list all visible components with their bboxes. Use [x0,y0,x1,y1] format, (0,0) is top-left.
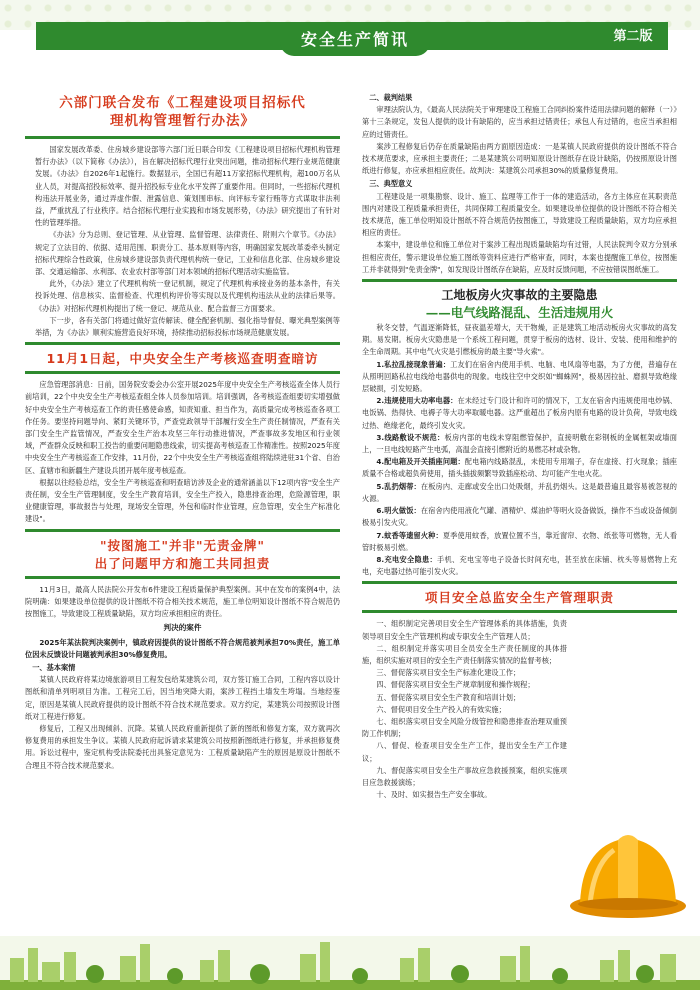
paragraph: 秋冬交替，气温逐渐降低，昼夜温差增大，天干物燥，正是建筑工地活动板房火灾事故的高发期。易发期。板房火灾隐患是一个系统工程问题，贯穿于板房的选材、设计、安装、使用和维护的全生命周期。其中电气火灾是引燃板房的最主要"导火索"。 [362,323,677,357]
right-column [362,60,677,801]
paragraph: 根据以往经验总结，安全生产考核巡查和明查暗访涉及企业的通常涵盖以下12项内容"安全生产责任制，安全生产管理制度，安全生产教育培训，安全生产投入，隐患排查治理，危险源管理，职业健康管理，事故报告与处理，现场安全管理，外包和临时作业管理，应急管理，安全生产标准化建设"。 [25,477,340,524]
list-item [362,359,677,396]
list-item [362,481,677,505]
paragraph: 修复后，工程又出现倾斜、沉降。某镇人民政府重新提供了新的图纸和修复方案，双方就再次修复费用的承担发生争议。某镇人民政府起诉请求某建筑公司按照新图纸进行修复，并承担修复费用。诉讼过程中，鉴定机构受法院委托出具鉴定意见为：工程质量缺陷产生的原因是原设计图纸不合理且不符合技术规范要求。 [25,723,340,770]
fire-title-line1: 工地板房火灾事故的主要隐患 [441,288,598,303]
footer-skyline [0,936,700,990]
article1-title-line1: 六部门联合发布《工程建设项目招标代 [59,95,306,111]
article3-title-line2: 出了问题甲方和施工共同担责 [94,555,271,571]
paragraph: 某镇人民政府将某边境旅游项目工程发包给某建筑公司，双方签订施工合同，工程内容以设计图纸和清单列明项目为准。工程完工后，因当地突降大雨，案涉工程挡土墙发生垮塌。当地经鉴定，原因是某镇人民政府提供的设计图纸不符合技术规范要求。双方约定，某建筑公司按照设计图纸对工程进行修复。 [25,675,340,721]
divider [25,371,340,374]
paragraph: 审理法院认为，《最高人民法院关于审理建设工程施工合同纠纷案件适用法律问题的解释（一）》第十三条规定，发包人提供的设计有缺陷的，应当承担过错责任；承包人有过错的，也应当承担相应的过错责任。 [362,105,677,139]
hazard-label: 7.蚊香等遗留火种： [376,530,443,540]
duty-title: 项目安全总监安全生产管理职责 [424,590,614,606]
duty-list [362,618,677,801]
list-item [362,456,677,480]
article3-body [25,584,340,772]
hazard-text: 在宿舍内使用液化气罐、酒精炉、煤油炉等明火设备做饭，操作不当或设备倾倒极易引发火灾。 [362,506,677,528]
hazard-list [362,359,677,579]
divider [362,581,677,584]
list-item: 七、组织落实项目安全风险分级管控和隐患排查治理双重预防工作机制； [362,716,567,739]
list-item: 五、督促落实项目安全生产教育和培训计划； [376,692,521,702]
paragraph: 应急管理部消息：日前，国务院安委会办公室开展2025年度中央安全生产考核巡查全体人员行前培训，22个中央安全生产考核巡查组全体人员参加培训。培训强调，各考核巡查组要切实增强做好中央安全生产考核巡查工作的责任感使命感，知责知重、担当作为，高质量完成考核巡查各项工作任务。要坚持问题导向、紧盯关键环节，严查党政领导干部履行安全生产责任制情况，严查有关部门安全生产监管情况，严查安全生产治本攻坚三年行动推进情况，严查事故多发地区和行业领域，严查群众反映和职工投告的重要问题隐患线索，切实提高考核巡查工作精准性。按照2025年度中央安全生产考核巡查工作安排，11月份，22个中央安全生产考核巡查组将陆续进驻31个省、自治区、直辖市和新疆生产建设兵团开展年度考核巡查。 [25,380,340,475]
divider [25,529,340,532]
paragraph: 本案中，建设单位和施工单位对于案涉工程出现质量缺陷均有过错，人民法院判令双方分别承担相应责任，警示建设单位施工图纸等资料应进行严格审查，同时，本案也提醒施工单位，按图施工并非就得到"免责金牌"，如发现设计图纸存在缺陷，应及时反馈问题，不应按错误图纸施工。 [362,240,677,274]
hazard-text: 板房内部的电线未穿阻燃管保护，直接明敷在彩钢板的金属框架或墙面上，一旦电线短路产生电弧，高温会直接引燃附近的易燃芯材或杂物。 [362,432,677,455]
hazard-label: 2.违规使用大功率电器： [376,396,458,406]
article2-body [25,379,340,525]
list-item: 二、组织制定并落实项目全员安全生产责任制度的具体措施，组织实施对项目的安全生产责任制落实情况的监督考核； [362,643,567,665]
divider [25,136,340,139]
left-column [25,60,340,772]
list-item [362,395,677,432]
hazard-text: 在板房内、走廊或安全出口处吸烟，并乱扔烟头。这是最普遍且最容易被忽视的火源。 [362,481,677,503]
hazard-text: 手机、充电宝等电子设备长时间充电，甚至放在床铺、枕头等易燃物上充电，充电器过热可能引发火灾。 [362,554,677,577]
paragraph: 案涉工程修复后仍存在质量缺陷由两方面原因造成：一是某镇人民政府提供的设计图纸不符合技术规范要求，应承担主要责任；二是某建筑公司明知原设计图纸存在设计缺陷，仍按照原设计图纸进行修复，亦应承担相应责任。故判决：某建筑公司承担30%的质量修复费用。 [362,141,677,176]
article3-title-line1: "按图施工"并非"无责金牌" [99,537,266,553]
case-summary: 2025年某法院判决案例中，镇政府因提供的设计图纸不符合规范被判承担70%责任，施工单位因未反馈设计问题被判承担30%修复费用。 [25,637,340,659]
article1-title-line2: 理机构管理暂行办法》 [110,113,255,129]
edition-label: 第二版 [613,29,653,44]
fire-title-line2: ——电气线路混乱、生活违规用火 [425,305,614,321]
list-item: 十、及时、如实报告生产安全事故。 [376,790,492,800]
list-item [362,432,677,456]
list-item: 八、督促、检查项目安全生产工作，提出安全生产工作建议； [362,741,567,763]
divider [25,576,340,579]
hazard-label: 1.私拉乱接现象普遍： [376,359,451,369]
list-item [362,554,677,578]
hazard-label: 4.配电箱及开关插座问题： [376,457,465,467]
list-item [362,530,677,554]
hazard-label: 6.明火做饭： [376,506,421,516]
hazard-text: 配电箱内线路混乱，未使用专用端子，存在虚接、打火现象；插座质量不合格或超负荷使用，插头插拔频繁导致插座松动、均可能产生电火花。 [362,457,677,479]
divider [362,610,677,613]
divider [362,279,677,282]
hazard-text: 在未经过专门设计和许可的情况下，工友在宿舍内违规使用电炒锅、电饭锅、热得快、电褥子等大功率取暖电器。这严重超出了板房内原有电路的设计负荷，导致电线过热、绝缘老化，最终引发火灾。 [362,396,677,430]
divider [25,342,340,345]
hazard-label: 3.线路敷设不规范： [376,432,445,442]
hazard-label: 8.充电安全隐患： [376,554,438,564]
paragraph: 《办法》分为总则、登记管理、从业管理、监督管理、法律责任、附则六个章节。《办法》规定了立法目的、依据、适用范围、职责分工、基本原则等内容，明确国家发展改革委牵头制定招标代理综合性政策，住房城乡建设部负责代理机构统一登记，工业和信息化部、住房城乡建设部、交通运输部、水利部、农业农村部等部门对本领域的招标代理活动实施监管。 [35,230,340,277]
list-item: 四、督促落实项目安全生产规章制度和操作规程； [376,680,535,690]
paragraph: 下一步，各有关部门将通过做好宣传解读、健全配套机制、强化指导督促、曝光典型案例等举措，为《办法》顺利实施营造良好环境，持续推动招标投标市场规范健康发展。 [35,315,340,338]
newsletter-title: 安全生产简讯 [280,26,430,56]
basic-heading: 一、基本案情 [32,662,76,672]
list-item: 九、督促落实项目安全生产事故应急救援预案，组织实施项目应急救援演练； [362,765,567,787]
paragraph: 此外，《办法》建立了代理机构统一登记机制，规定了代理机构承接业务的基本条件，有关投诉处理、信息核实、监督检查、代理机构评价等实现以及代理机构违法从业的法律后果等。《办法》对招标代理机构提出了统一登记、规范从业、配合监督三方面要求。 [35,279,340,313]
paragraph: 国家发展改革委、住房城乡建设部等六部门近日联合印发《工程建设项目招标代理机构管理暂行办法》（以下简称《办法》），旨在解决招标代理行业突出问题，推动招标代理行业规范健康发展。《办法》自2026年1起施行。数据显示，全国已有超11万家招标代理机构，超100万名从业人员，对提高招投标效率、提升招投标专业化水平发挥了重要作用。但同时，一些招标代理机构违法开展业务，通过弄虚作假、泄露信息、策划围串标、向评标专家行贿等方式谋取非法利益，严重扰乱了行业秩序。结合招标代理行业实践和市场发展形势，《办法》研究提出了有针对性的管理举措。 [35,145,340,228]
list-item [362,505,677,529]
list-item: 三、督促落实项目安全生产标准化建设工作； [376,668,521,678]
hazard-label: 5.乱扔烟蒂： [376,481,421,491]
judgment-heading: 二、裁判结果 [369,93,413,102]
list-item: 一、组织制定完善项目安全生产管理体系的具体措施，负责领导项目安全生产管理机构或专职安全生产管理人员； [362,619,567,641]
hazard-text: 工友们在宿舍内使用手机、电脑、电风扇等电器，为了方便，普遍存在从照明回路私拉电线给电器供电的现象。电线往空中交织如"蜘蛛网"，极易因拉扯、磨损导致绝缘层破损，引发短路。 [362,359,677,394]
paragraph: 11月3日，最高人民法院公开发布6件建设工程质量保护典型案例。其中在发布的案例4中，法院明确：如果建设单位提供的设计图纸不符合相关技术规范，施工单位明知设计图纸不符合规范仍按图施工，导致建设工程质量缺陷，双方均应承担相应的责任。 [25,584,340,619]
article2-title: 11月1日起，中央安全生产考核巡查明查暗访 [46,351,319,367]
hard-hat-icon [568,820,688,925]
article1-body [25,144,340,339]
case-heading: 判决的案件 [163,623,202,633]
hazard-text: 夏季使用蚊香，放置位置不当，靠近窗帘、衣物、纸张等可燃物，无人看管时极易引燃。 [362,530,678,552]
list-item: 六、督促项目安全生产投入的有效实施； [376,704,506,714]
paragraph: 工程建设是一项集勘察、设计、施工、监理等工作于一体的建造活动，各方主体应在其职责范围内对建设工程质量承担责任，共同保障工程质量安全。如果建设单位提供的设计图纸不符合相关技术规范，施工单位明知设计图纸不符合规范仍按图施工，导致建设工程质量缺陷，双方均应承担相应的责任。 [362,191,677,238]
meaning-heading: 三、典型意义 [369,179,413,189]
